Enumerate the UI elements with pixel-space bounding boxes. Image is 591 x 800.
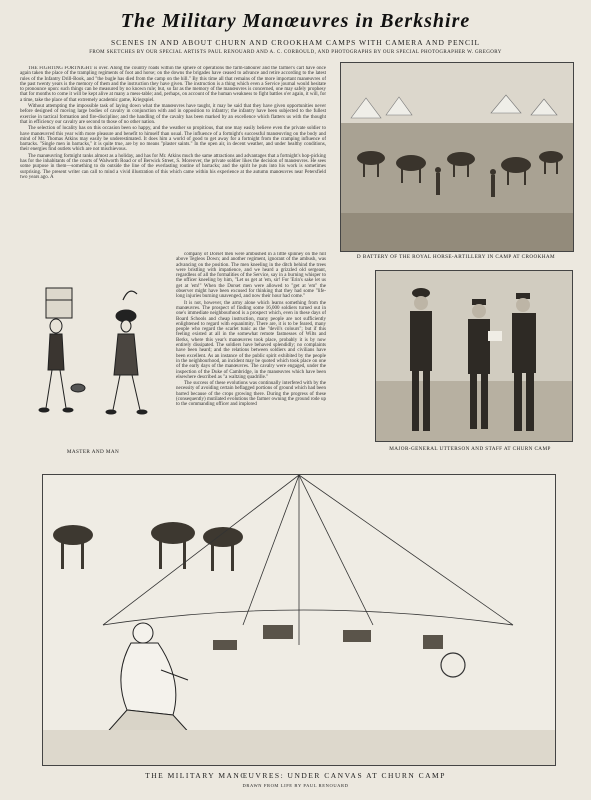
article-paragraph: Without attempting the impossible task of laying down what the manœuvres have taught, it may be said that they have given opportunities never before designed of moving large bodies of cavalry in conjunction with and in opposition to infantry; the infantry have been subjected to the fullest exercise in tactical formation and fire-discipline; and the handling of the cavalry has been marked by an excellence which flatters us with the thought that in efficiency our cavalry are second to those of no other nation. (20, 104, 326, 125)
article-paragraph: The success of these evolutions was continually interfered with by the necessity of avoiding certain beflagged portions of ground which had been barred because of the crops growing there. During the progress of these (consequently) mutilated evolutions the farmer owning the ground rode up to the commanding officer and implored (176, 381, 326, 408)
master-and-man-image (18, 280, 168, 430)
article-column-1 (20, 66, 326, 252)
churn-camp-image (43, 475, 555, 765)
churn-camp-illustration (42, 474, 556, 766)
churn-camp-caption: THE MILITARY MANŒUVRES: UNDER CANVAS AT CHURN CAMP (145, 771, 446, 780)
article-paragraph: THE FIGHTING FORTNIGHT is over. Along the country roads within the sphere of operations the farm-labourer and the farmer's cart have once again taken the place of the trampling regiments of foot and horse; on the downs the brigades have ceased to advance and retire according to the latest rules of the Infantry Drill-Book, and "the bugle has died from the camp on the hill." By this time all that remains of the more important manœuvres of the past twenty years is the memory of them and the instruction they have given. The instruction is a thing which even a Service journal would hesitate to pronounce upon: such things can be measured by no known rule; but, so far as the memory of the manœuvres is concerned, one may safely prophesy that for months to come it will be kept alive at many a mess-table; and, perhaps, on account of the human weakness to fight battles o'er again, it will, for a time, take the place of that extremely academic game, Kriegspiel. (20, 66, 326, 103)
staff-photo-image (376, 271, 572, 441)
staff-photo (375, 270, 573, 442)
master-and-man-illustration (18, 280, 168, 430)
battery-caption: D BATTERY OF THE ROYAL HORSE-ARTILLERY IN CAMP AT CROOKHAM (356, 254, 556, 260)
page-title: The Military Manœuvres in Berkshire (120, 10, 471, 32)
article-column-2 (176, 252, 326, 448)
battery-photo-image (341, 63, 573, 251)
article-paragraph: The selection of locality has on this occasion been so happy, and the weather so propitious, that one may easily believe even the private soldier to have manœuvred this year with more pleasure and benefit to himself than usual. The influence of a fortnight's successful manœuvring on the body and mind of Mr. Thomas Atkins may easily be underestimated. It does him a world of good to get away for a fortnight from the cramping influence of barracks. "Single men in barracks," it is quite true, are by no means "plaster saints." In the open air, in decent weather, and under healthy conditions, their energies find outlets which are not mischievous. (20, 126, 326, 153)
master-and-man-caption: MASTER AND MAN (66, 449, 120, 455)
article-paragraph: The manœuvring fortnight ranks almost as a holiday, and has for Mr. Atkins much the same attractions and advantages that a fortnight's hop-picking has for the inhabitants of the courts of Walworth Road or of Berwick Street, S. Moreover, the private soldier likes the decision of manœuvres. He sees some purpose in them—something to do outside the line of the everlasting routine of barracks; and the spirit he puts into his work is sometimes surprising. The present writer can call to mind a vivid illustration of this which came within his experience at the autumn manœuvres near Petersfield two years ago. A (20, 153, 326, 180)
churn-camp-credit: DRAWN FROM LIFE BY PAUL RENOUARD (242, 783, 349, 788)
staff-caption: MAJOR-GENERAL UTTERSON AND STAFF AT CHURN CAMP (389, 446, 551, 452)
page-credits: FROM SKETCHES BY OUR SPECIAL ARTISTS PAUL RENOUARD AND A. C. CORBOULD, AND PHOTOGRAPHS BY OUR SPECIAL PHOTOGRAPHER W. GREGORY (89, 50, 502, 55)
article-paragraph: It is not, however, the army alone which learns something from the manœuvres. The prospect of finding some 16,000 soldiers turned out in one's immediate neighbourhood is a prospect which, even in these days of Board Schools and cheap instruction, many people are not sufficiently enlightened to regard with equanimity. There are, it is to be feared, many people who regard the scarlet tunic as the "devil's colours"; but if this feeling existed at all in the somewhat remote fastnesses of Wilts and Berks, where this year's manœuvres took place, probably it is by now entirely dissipated. The soldiers have behaved splendidly; no complaints have been heard; and the relations between soldiers and civilians have been excellent. As an instance of the public spirit exhibited by the people in the neighbourhood, an incident may be quoted which took place on one of the early days of the manœuvres. The cavalry were engaged, under the inspection of the Duke of Cambridge, in the manœuvres which have been elsewhere described as "a waltzing quadrille." (176, 300, 326, 380)
page-subtitle: SCENES IN AND ABOUT CHURN AND CROOKHAM CAMPS WITH CAMERA AND PENCIL (110, 38, 481, 47)
battery-photo (340, 62, 574, 252)
article-paragraph: company of Dorset men were ambushed in a little spinney on the hill above Tegleos Down; and another regiment, ignorant of the ambush, was advancing on the position. The men kneeling in the ditch behind the trees were bristling with impatience, and we heard a grizzled old sergeant, regardless of all the formalities of the Service, say in a burning whisper to the officer kneeling by him, "Let us get at 'em, sir! For 'Erin's sake let us get at 'em!" When the Dorset men were allowed to "get at 'em" the observer might have been excused for thinking that they had some "life-long injuries burning unavenged, and now their hour had come." (176, 252, 326, 300)
